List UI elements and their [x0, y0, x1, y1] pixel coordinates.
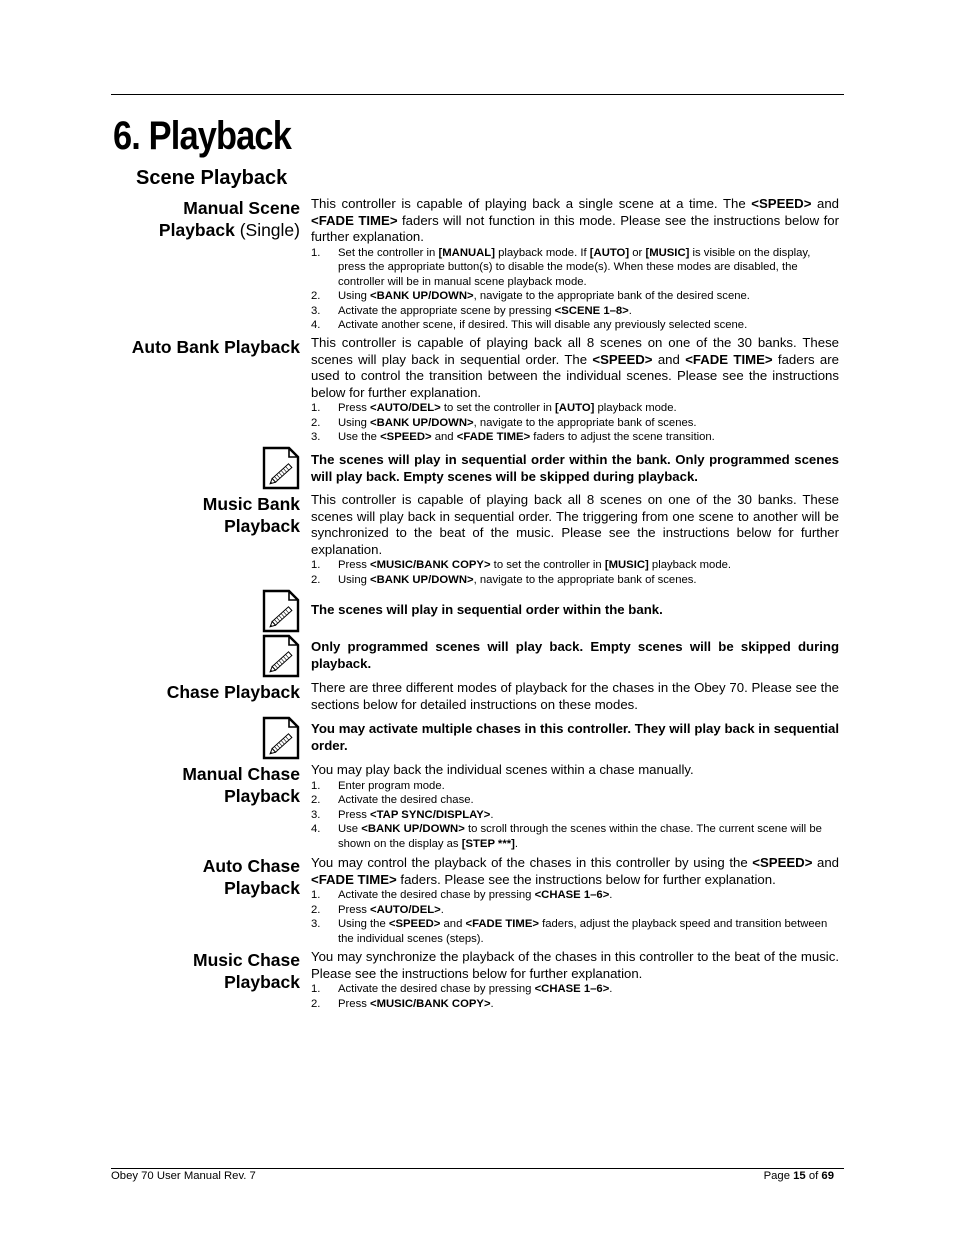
- text-run: Activate the desired chase by pressing: [338, 889, 535, 901]
- text-run: Use the: [338, 431, 381, 443]
- text-run: playback mode. If: [494, 246, 590, 259]
- text-run: .: [609, 889, 613, 901]
- text-run: is visible on the display, press the appropriate button(s) to disable the mode(s). When these modes are disabled, the controller will be in manual scene playback mode.: [338, 246, 811, 288]
- text-run: Activate another scene, if desired. This will disable any previously selected scene.: [338, 319, 748, 331]
- footer-page-number: Page 15 of 69: [763, 1170, 834, 1182]
- text-run: You may synchronize the playback of the chases in this controller to the beat of the music. Please see the instructions below for further explanation.: [311, 949, 839, 981]
- text-run: and: [652, 351, 686, 367]
- control-label: <BANK UP/DOWN>: [370, 416, 474, 429]
- step-item: [311, 573, 839, 588]
- step-number: 1.: [311, 559, 321, 571]
- auto-bank-heading: Auto Bank Playback: [131, 337, 300, 357]
- step-number: 4.: [311, 319, 321, 331]
- text-run: .: [490, 997, 494, 1010]
- control-label: [MUSIC]: [604, 559, 649, 571]
- text-run: playback mode.: [648, 559, 732, 571]
- text-run: Using: [338, 573, 371, 586]
- text-run: , navigate to the appropriate bank of the desired scene.: [473, 290, 750, 302]
- text-run: faders. Please see the instructions below for further explanation.: [396, 871, 776, 887]
- text-run: Use: [338, 823, 362, 835]
- control-label: <BANK UP/DOWN>: [370, 290, 474, 302]
- text-run: playback mode.: [594, 402, 677, 414]
- control-label: <AUTO/DEL>: [370, 903, 441, 916]
- text-run: .: [514, 837, 519, 850]
- text-run: Using: [338, 290, 371, 302]
- text-run: to set the controller in: [490, 559, 605, 571]
- music-chase-body: [311, 949, 839, 1011]
- control-label: <MUSIC/BANK COPY>: [370, 997, 491, 1010]
- step-item: [311, 304, 839, 319]
- control-label: <FADE TIME>: [311, 871, 397, 887]
- step-number: 4.: [311, 823, 321, 835]
- music-bank-intro: [311, 492, 839, 558]
- manual-scene-heading: Manual Scene Playback (Single): [158, 198, 300, 240]
- step-number: 1.: [311, 983, 321, 995]
- step-number: 2.: [311, 903, 321, 916]
- control-label: [AUTO]: [589, 246, 630, 259]
- chase-note-text: You may activate multiple chases in this controller. They will play back in sequential order.: [311, 721, 839, 753]
- step-number: 1.: [311, 246, 321, 259]
- control-label: <FADE TIME>: [465, 918, 539, 930]
- text-run: This controller is capable of playing back all 8 scenes on one of the 30 banks. These scenes will play back in sequential order. The triggering from one scene to another will be synchronized to the beat of the music. Please see the instructions below for further explanation.: [311, 492, 839, 557]
- step-item: [311, 888, 839, 903]
- text-run: Press: [338, 402, 371, 414]
- text-run: .: [628, 304, 632, 317]
- control-label: <SPEED>: [388, 918, 441, 930]
- text-run: to set the controller in: [440, 402, 556, 414]
- step-item: [311, 997, 839, 1012]
- control-label: [MANUAL]: [438, 246, 495, 259]
- text-run: Activate the desired chase by pressing: [338, 983, 535, 995]
- auto-chase-body: [311, 855, 839, 946]
- music-bank-note-2: [311, 639, 839, 672]
- text-run: .: [440, 903, 444, 916]
- step-number: 2.: [311, 290, 321, 302]
- footer-manual-title: Obey 70 User Manual Rev. 7: [111, 1170, 256, 1182]
- note-icon: [262, 589, 300, 633]
- music-chase-heading: Music Chase Playback: [193, 950, 300, 992]
- control-label: <BANK UP/DOWN>: [361, 823, 465, 835]
- text-run: , navigate to the appropriate bank of scenes.: [473, 416, 697, 429]
- step-item: [311, 808, 839, 823]
- text-run: This controller is capable of playing back all 8 scenes on one of the 30 banks. These scenes will play back in sequential order. The: [311, 335, 839, 367]
- step-number: 3.: [311, 918, 321, 930]
- manual-chase-heading: Manual Chase Playback: [182, 764, 300, 806]
- text-run: Press: [338, 808, 371, 821]
- auto-bank-note: [311, 452, 839, 485]
- auto-chase-heading: Auto Chase Playback: [202, 856, 300, 898]
- music-bank-note-2-text: Only programmed scenes will play back. Empty scenes will be skipped during playback.: [311, 639, 839, 671]
- text-run: Using: [338, 416, 371, 429]
- text-run: Set the controller in: [338, 246, 439, 259]
- control-label: <FADE TIME>: [311, 212, 398, 228]
- control-label: <FADE TIME>: [456, 431, 531, 443]
- text-run: Using the: [338, 918, 389, 930]
- text-run: There are three different modes of playback for the chases in the Obey 70. Please see the sections below for detailed instructions on these modes.: [311, 680, 839, 712]
- step-number: 3.: [311, 808, 321, 821]
- text-run: .: [490, 808, 494, 821]
- control-label: [STEP ***]: [461, 837, 515, 850]
- control-label: <CHASE 1–6>: [534, 983, 610, 995]
- text-run: and: [431, 431, 457, 443]
- control-label: <SPEED>: [380, 431, 432, 443]
- control-label: <SCENE 1–8>: [554, 304, 629, 317]
- step-item: [311, 430, 839, 445]
- chapter-title: 6. Playback: [113, 114, 291, 158]
- music-bank-note-1: [311, 602, 839, 619]
- step-number: 1.: [311, 402, 321, 414]
- step-item: [311, 793, 839, 808]
- text-run: Press: [338, 903, 371, 916]
- auto-bank-body: [311, 335, 839, 445]
- step-number: 3.: [311, 304, 321, 317]
- note-icon: [262, 634, 300, 678]
- note-icon: [262, 716, 300, 760]
- step-item: [311, 318, 839, 333]
- step-item: [311, 903, 839, 918]
- step-number: 3.: [311, 431, 321, 443]
- step-item: [311, 917, 839, 946]
- text-run: and: [812, 855, 839, 870]
- step-item: [311, 416, 839, 431]
- step-number: 1.: [311, 889, 321, 901]
- text-run: faders are used to control the transition between the individual scenes. Please see the instructions below for further explanation.: [311, 351, 839, 400]
- auto-bank-intro: [311, 335, 839, 401]
- manual-scene-body: [311, 196, 839, 333]
- auto-bank-steps: [311, 401, 839, 445]
- manual-chase-body: [311, 762, 839, 851]
- manual-chase-steps: [311, 779, 839, 852]
- text-run: Activate the appropriate scene by pressing: [338, 304, 555, 317]
- control-label: [MUSIC]: [645, 246, 690, 259]
- text-run: You may play back the individual scenes within a chase manually.: [311, 762, 694, 777]
- text-run: You may control the playback of the chases in this controller by using the: [311, 855, 753, 870]
- auto-chase-intro: [311, 855, 839, 888]
- text-run: or: [629, 246, 646, 259]
- chase-body: [311, 680, 839, 713]
- chase-note: [311, 721, 839, 754]
- control-label: [AUTO]: [555, 402, 595, 414]
- text-run: This controller is capable of playing back a single scene at a time. The: [311, 196, 752, 211]
- control-label: <AUTO/DEL>: [370, 402, 441, 414]
- music-bank-heading: Music Bank Playback: [202, 494, 300, 536]
- music-chase-steps: [311, 982, 839, 1011]
- step-number: 2.: [311, 997, 321, 1010]
- text-run: , navigate to the appropriate bank of scenes.: [473, 573, 697, 586]
- step-number: 1.: [311, 779, 321, 792]
- control-label: <FADE TIME>: [685, 351, 773, 367]
- manual-chase-intro: [311, 762, 839, 779]
- step-item: [311, 289, 839, 304]
- text-run: to scroll through the scenes within the chase. The current scene will be shown on the display as: [338, 823, 822, 850]
- footer-rule: [111, 1168, 844, 1169]
- step-item: [311, 779, 839, 794]
- control-label: <BANK UP/DOWN>: [370, 573, 474, 586]
- control-label: <SPEED>: [751, 196, 812, 211]
- step-item: [311, 558, 839, 573]
- step-item: [311, 401, 839, 416]
- note-icon: [262, 446, 300, 490]
- step-item: [311, 246, 839, 290]
- text-run: Press: [338, 997, 371, 1010]
- music-bank-steps: [311, 558, 839, 587]
- control-label: <TAP SYNC/DISPLAY>: [370, 808, 491, 821]
- chase-heading: Chase Playback: [166, 682, 300, 702]
- step-item: [311, 822, 839, 851]
- text-run: Press: [338, 559, 371, 571]
- step-number: 2.: [311, 573, 321, 586]
- text-run: faders to adjust the scene transition.: [530, 431, 715, 443]
- text-run: Enter program mode.: [338, 779, 445, 792]
- auto-chase-steps: [311, 888, 839, 946]
- step-number: 2.: [311, 794, 321, 806]
- text-run: and: [811, 196, 840, 211]
- header-rule: [111, 94, 844, 95]
- music-bank-note-1-text: The scenes will play in sequential order within the bank.: [311, 602, 663, 617]
- manual-scene-steps: [311, 246, 839, 333]
- step-item: [311, 982, 839, 997]
- control-label: <MUSIC/BANK COPY>: [370, 559, 491, 571]
- text-run: Activate the desired chase.: [338, 794, 474, 806]
- control-label: <CHASE 1–6>: [534, 889, 610, 901]
- chase-intro: [311, 680, 839, 713]
- music-bank-body: [311, 492, 839, 587]
- manual-scene-intro: [311, 196, 839, 246]
- auto-bank-note-text: The scenes will play in sequential order within the bank. Only programmed scenes will play back. Empty scenes will be skipped during playback.: [311, 452, 839, 484]
- control-label: <SPEED>: [752, 855, 813, 870]
- step-number: 2.: [311, 416, 321, 429]
- music-chase-intro: [311, 949, 839, 982]
- control-label: <SPEED>: [592, 351, 653, 367]
- text-run: and: [440, 918, 466, 930]
- section-title: Scene Playback: [136, 167, 288, 189]
- text-run: faders will not function in this mode. Please see the instructions below for further explanation.: [311, 212, 839, 244]
- text-run: faders, adjust the playback speed and transition between the individual scenes (steps).: [338, 918, 828, 945]
- text-run: .: [609, 983, 613, 995]
